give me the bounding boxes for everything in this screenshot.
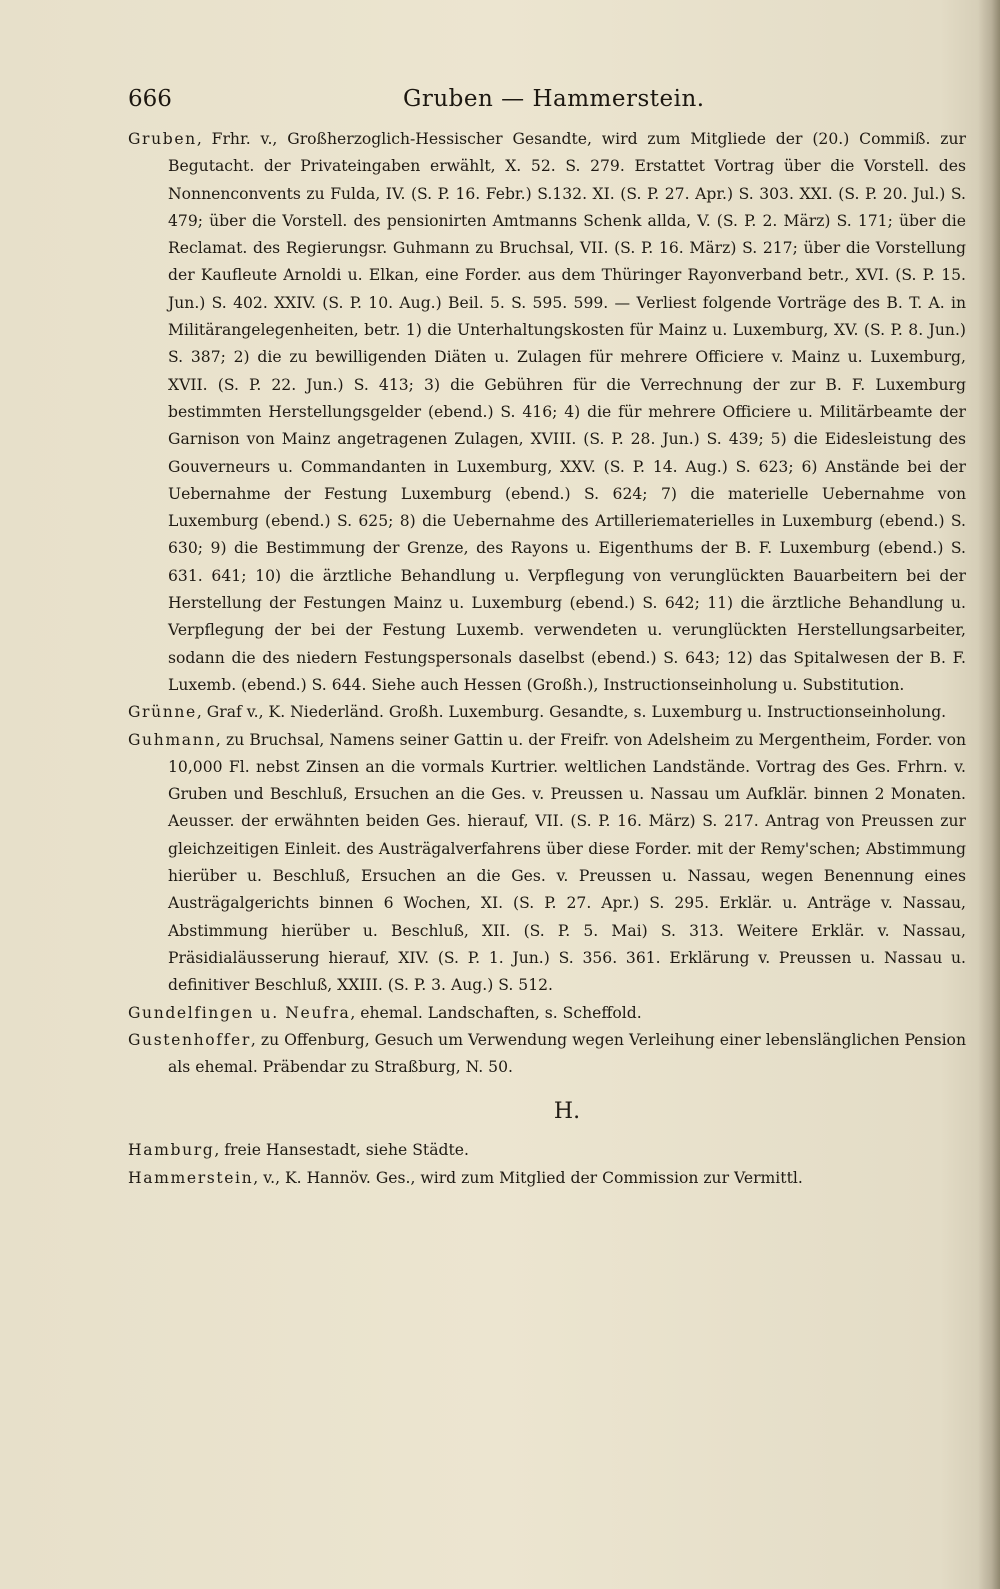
entry-keyword: Gustenhoffer	[128, 1030, 251, 1049]
entry-text: , zu Offenburg, Gesuch um Verwendung wegen Verleihung einer lebenslänglichen Pension als ehemal. Präbendar zu Straßburg, N. 50.	[168, 1030, 966, 1077]
entry-text: , v., K. Hannöv. Ges., wird zum Mitglied der Commission zur Vermittl.	[253, 1168, 803, 1187]
section-letter: H.	[553, 1099, 581, 1125]
index-entry	[128, 1027, 966, 1082]
index-entry	[128, 699, 966, 726]
index-entry	[128, 126, 966, 699]
entry-text: , freie Hansestadt, siehe Städte.	[214, 1141, 469, 1160]
index-content	[128, 126, 966, 1192]
running-title: Gruben — Hammerstein.	[403, 86, 705, 112]
index-entry	[128, 1000, 966, 1027]
index-entry	[128, 1165, 966, 1192]
index-entry	[128, 727, 966, 1000]
entry-keyword: Hamburg	[128, 1141, 215, 1160]
page-edge-shadow	[978, 0, 1000, 1589]
index-entry	[128, 1137, 966, 1164]
running-header	[128, 86, 958, 120]
entry-keyword: Gundelfingen u. Neufra	[128, 1003, 351, 1022]
entry-keyword: Hammerstein	[128, 1168, 254, 1187]
entry-text: , zu Bruchsal, Namens seiner Gattin u. der Freifr. von Adelsheim zu Mergentheim, Forder. von 10,000 Fl. nebst Zinsen an die vormals Kurtrier. weltlichen Landstände. Vortrag des Ges. Frhrn. v. Gruben und Beschluß, Ersuchen an die Ges. v. Preussen u. Nassau um Aufklär. binnen 2 Monaten. Aeusser. der erwähnten beiden Ges. hierauf, VII. (S. P. 16. März) S. 217. Antrag von Preussen zur gleichzeitigen Einleit. des Austrägalverfahrens über diese Forder. mit der Remy'schen; Abstimmung hierüber u. Beschluß, Ersuchen an die Ges. v. Preussen u. Nassau, wegen Benennung eines Austrägalgerichts binnen 6 Wochen, XI. (S. P. 27. Apr.) S. 295. Erklär. u. Anträge v. Nassau, Abstimmung hierüber u. Beschluß, XII. (S. P. 5. Mai) S. 313. Weitere Erklär. v. Nassau, Präsidialäusserung hierauf, XIV. (S. P. 1. Jun.) S. 356. 361. Erklärung v. Preussen u. Nassau u. definitiver Beschluß, XXIII. (S. P. 3. Aug.) S. 512.	[168, 730, 966, 995]
entry-text: , ehemal. Landschaften, s. Scheffold.	[350, 1003, 642, 1022]
entry-text: , Frhr. v., Großherzoglich-Hessischer Gesandte, wird zum Mitgliede der (20.) Commiß. zur Begutacht. der Privateingaben erwählt, X. 52. S. 279. Erstattet Vortrag über die Vorstell. des Nonnenconvents zu Fulda, IV. (S. P. 16. Febr.) S.132. XI. (S. P. 27. Apr.) S. 303. XXI. (S. P. 20. Jul.) S. 479; über die Vorstell. des pensionirten Amtmanns Schenk allda, V. (S. P. 2. März) S. 171; über die Reclamat. des Regierungsr. Guhmann zu Bruchsal, VII. (S. P. 16. März) S. 217; über die Vorstellung der Kaufleute Arnoldi u. Elkan, eine Forder. aus dem Thüringer Rayonverband betr., XVI. (S. P. 15. Jun.) S. 402. XXIV. (S. P. 10. Aug.) Beil. 5. S. 595. 599. — Verliest folgende Vorträge des B. T. A. in Militärangelegenheiten, betr. 1) die Unterhaltungskosten für Mainz u. Luxemburg, XV. (S. P. 8. Jun.) S. 387; 2) die zu bewilligenden Diäten u. Zulagen für mehrere Officiere v. Mainz u. Luxemburg, XVII. (S. P. 22. Jun.) S. 413; 3) die Gebühren für die Verrechnung der zur B. F. Luxemburg bestimmten Herstellungsgelder (ebend.) S. 416; 4) die für mehrere Officiere u. Militärbeamte der Garnison von Mainz angetragenen Zulagen, XVIII. (S. P. 28. Jun.) S. 439; 5) die Eidesleistung des Gouverneurs u. Commandanten in Luxemburg, XXV. (S. P. 14. Aug.) S. 623; 6) Anstände bei der Uebernahme der Festung Luxemburg (ebend.) S. 624; 7) die materielle Uebernahme von Luxemburg (ebend.) S. 625; 8) die Uebernahme des Artilleriematerielles in Luxemburg (ebend.) S. 630; 9) die Bestimmung der Grenze, des Rayons u. Eigenthums der B. F. Luxemburg (ebend.) S. 631. 641; 10) die ärztliche Behandlung u. Verpflegung von verunglückten Bauarbeitern bei der Herstellung der Festungen Mainz u. Luxemburg (ebend.) S. 642; 11) die ärztliche Behandlung u. Verpflegung der bei der Festung Luxemb. verwendeten u. verunglückten Herstellungsarbeiter, sodann die des niedern Festungspersonals daselbst (ebend.) S. 643; 12) das Spitalwesen der B. F. Luxemb. (ebend.) S. 644. Siehe auch Hessen (Großh.), Instructionseinholung u. Substitution.	[168, 130, 966, 694]
page-number: 666	[128, 86, 172, 112]
entry-keyword: Guhmann	[128, 730, 216, 749]
entry-text: , Graf v., K. Niederländ. Großh. Luxemburg. Gesandte, s. Luxemburg u. Instructionseinholung.	[196, 703, 947, 722]
entry-keyword: Gruben	[128, 130, 197, 148]
entry-keyword: Grünne	[128, 703, 197, 722]
